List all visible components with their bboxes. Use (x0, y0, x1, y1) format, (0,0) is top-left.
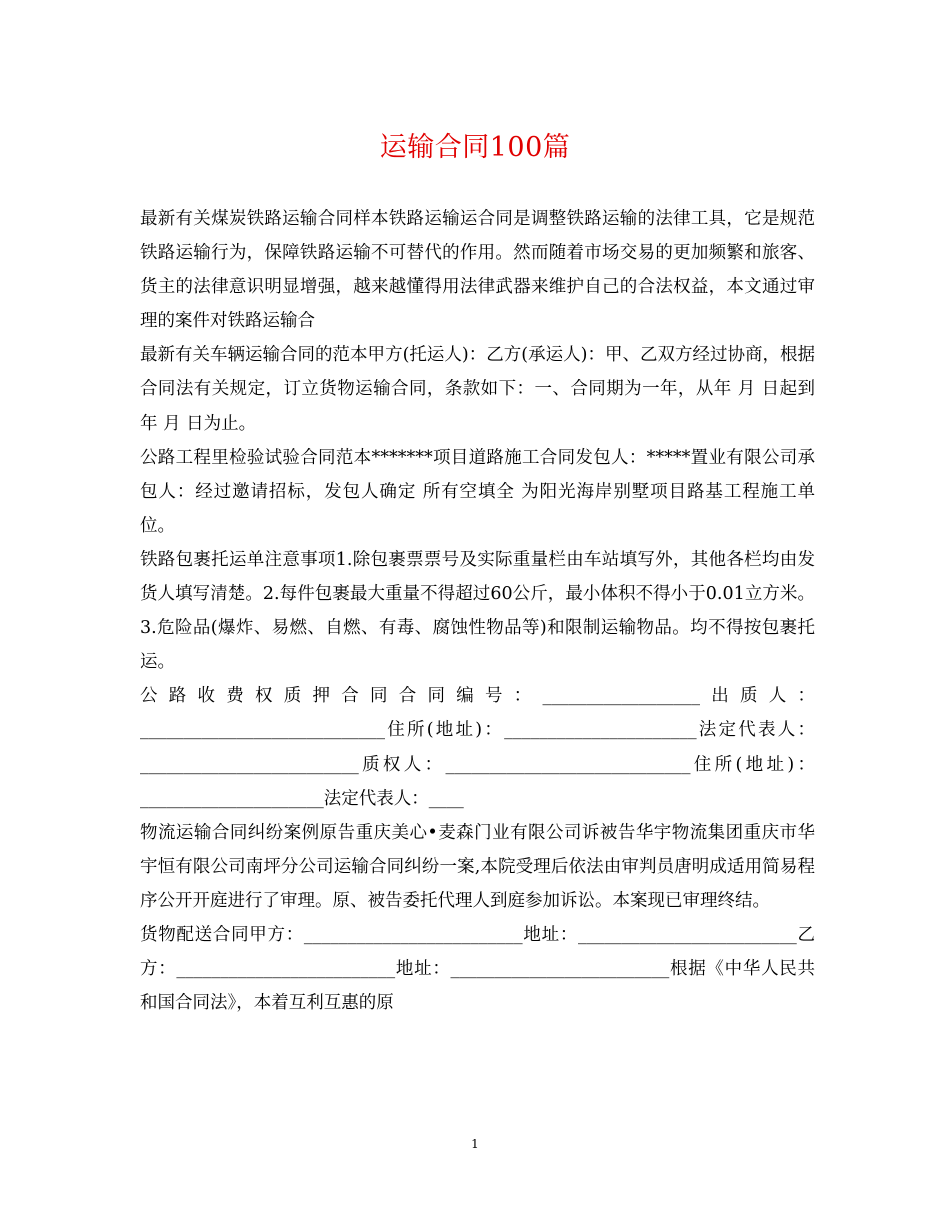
paragraph-railway-coal: 最新有关煤炭铁路运输合同样本铁路运输运合同是调整铁路运输的法律工具，它是规范铁路运输行为，保障铁路运输不可替代的作用。然而随着市场交易的更加频繁和旅客、货主的法律意识明显增强，越来越懂得用法律武器来维护自己的合法权益，本文通过审理的案件对铁路运输合 (140, 209, 815, 332)
paragraph-logistics-case: 物流运输合同纠纷案例原告重庆美心•麦森门业有限公司诉被告华宇物流集团重庆市华宇恒有限公司南坪分公司运输合同纠纷一案,本院受理后依法由审判员唐明成适用简易程序公开开庭进行了审理。原、被告委托代理人到庭参加诉讼。本案现已审理终结。 (140, 822, 815, 911)
paragraph-vehicle-transport: 最新有关车辆运输合同的范本甲方(托运人)：乙方(承运人)：甲、乙双方经过协商，根据合同法有关规定，订立货物运输合同，条款如下：一、合同期为一年，从年 月 日起到 年 月 日为止。 (140, 345, 815, 434)
paragraph-cargo-delivery: 货物配送合同甲方：_________________________地址：_________________________乙方：_________________________地址：_________________________根据《中华人民共和国合同法》，本着互利互惠的原 (140, 924, 815, 1014)
document-body (140, 202, 815, 1020)
paragraph-toll-pledge: 公路收费权质押合同合同编号：__________________出质人：____________________________住所(地址)：______________________法定代表人：_________________________质权人：____________________________住所(地址)：_____________________法定代表人：____ (140, 686, 815, 809)
paragraph-road-engineering: 公路工程里检验试验合同范本*******项目道路施工合同发包人：*****置业有限公司承包人：经过邀请招标，发包人确定 所有空填全 为阳光海岸别墅项目路基工程施工单位。 (140, 447, 815, 536)
document-title: 运输合同100篇 (379, 132, 571, 163)
page-number: 1 (471, 1137, 479, 1151)
paragraph-railway-parcel: 铁路包裹托运单注意事项1.除包裹票票号及实际重量栏由车站填写外，其他各栏均由发货人填写清楚。2.每件包裹最大重量不得超过60公斤，最小体积不得小于0.01立方米。3.危险品(爆炸、易燃、自燃、有毒、腐蚀性物品等)和限制运输物品。均不得按包裹托运。 (140, 549, 815, 673)
